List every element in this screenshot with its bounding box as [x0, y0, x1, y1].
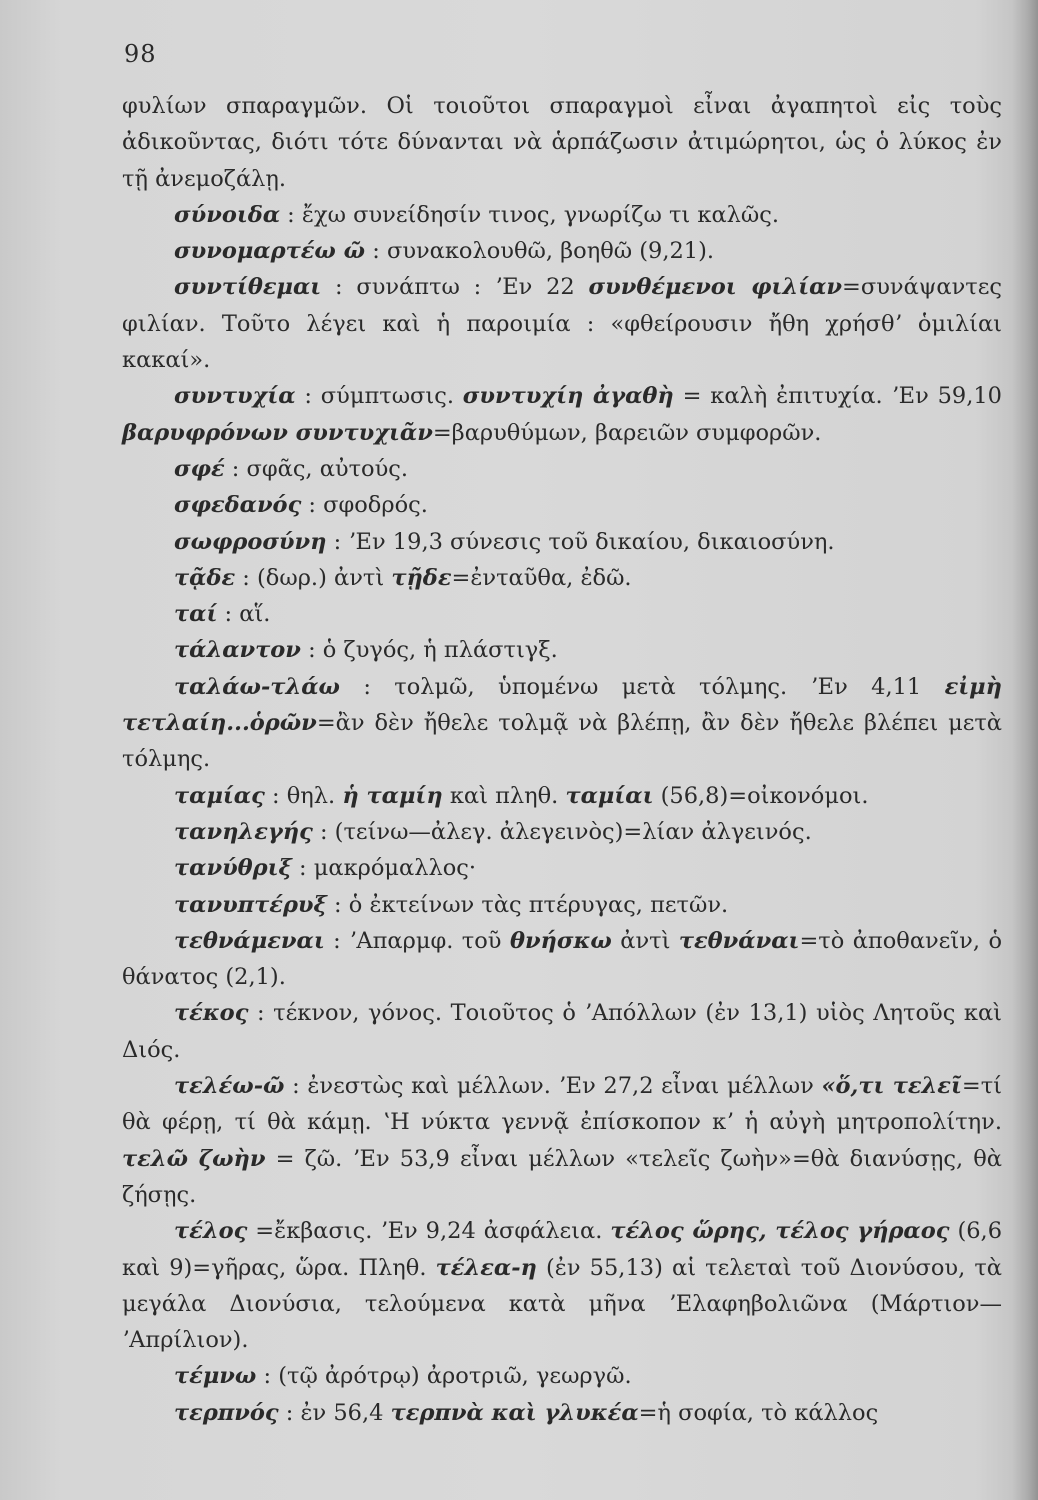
glossary-entry: [122, 233, 1002, 269]
entry-text: : σύμπτωσις.: [295, 383, 463, 410]
quoted-phrase: ἡ ταμίη: [342, 782, 443, 809]
glossary-entry: [122, 524, 1002, 560]
headword: ταλάω-τλάω: [174, 673, 340, 700]
entry-text: : ἐνεστὼς καὶ μέλλων. ʼΕν 27,2 εἶναι μέλλων: [284, 1073, 822, 1100]
quoted-phrase: θνήσκω: [509, 927, 612, 954]
quoted-phrase: βαρυφρόνων συντυχιᾶν: [122, 419, 433, 446]
entry-text: =ἡ σοφία, τὸ κάλλος: [638, 1399, 879, 1426]
headword: τέλος: [174, 1218, 248, 1245]
headword: σφεδανός: [174, 492, 302, 519]
glossary-entry: [122, 850, 1002, 886]
entry-text: : (δωρ.) ἀντὶ: [235, 564, 392, 591]
headword: τᾷδε: [174, 564, 236, 591]
entry-text: (56,8)=οἰκονόμοι.: [653, 782, 869, 809]
entry-text: : (τῷ ἀρότρῳ) ἀροτριῶ, γεωργῶ.: [256, 1363, 632, 1390]
entry-text: =συνάψαντες φιλίαν. Τοῦτο λέγει καὶ ἡ παροιμία : «φθείρουσιν ἤθη χρήσθʼ ὁμιλίαι κακαί».: [122, 274, 1002, 374]
entry-text: (ἐν 55,13) αἱ τελεταὶ τοῦ Διονύσου, τὰ μεγάλα Διονύσια, τελούμενα κατὰ μῆνα ʼΕλαφηβολιῶνα (Μάρτιον—ʼΑπρίλιον).: [122, 1254, 1003, 1354]
entry-text: =τί θὰ φέρῃ, τί θὰ κάμῃ. ʽΗ νύκτα γεννᾷ ἐπίσκοπον κʼ ἡ αὐγὴ μητροπολίτην.: [122, 1073, 1002, 1136]
headword: τέκος: [174, 1000, 249, 1027]
entry-text: : σφᾶς, αὐτούς.: [224, 455, 409, 482]
glossary-entry: [122, 1358, 1002, 1394]
entry-text: (6,6 καὶ 9)=γῆρας, ὥρα. Πληθ.: [122, 1218, 1003, 1281]
entry-text: : ἐν 56,4: [278, 1399, 391, 1426]
glossary-entry: [122, 669, 1002, 778]
entry-text: = ζῶ. ʼΕν 53,9 εἶναι μέλλων «τελεῖς ζωὴν»=θὰ διανύσῃς, θὰ ζήσῃς.: [122, 1145, 1002, 1208]
entry-text: : θηλ.: [264, 782, 343, 809]
glossary-entry: [122, 560, 1002, 596]
headword: σύνοιδα: [174, 201, 281, 228]
quoted-phrase: συντυχίη ἀγαθὴ: [462, 383, 674, 410]
headword: τανύθριξ: [174, 855, 292, 882]
continuation-paragraph: [122, 88, 1002, 197]
quoted-phrase: τέλεα-η: [435, 1254, 537, 1281]
entry-text: : σφοδρός.: [301, 492, 428, 519]
headword: τάλαντον: [174, 637, 301, 664]
entry-text: : τολμῶ, ὑπομένω μετὰ τόλμης. ʼΕν 4,11: [339, 673, 945, 700]
glossary-entry: [122, 269, 1002, 378]
glossary-entry: [122, 995, 1002, 1068]
headword: σφέ: [174, 455, 225, 482]
headword: συντίθεμαι: [174, 274, 322, 301]
glossary-entry: [122, 1068, 1002, 1213]
entry-text: : αἵ.: [217, 601, 271, 628]
entry-text: φυλίων σπαραγμῶν. Οἱ τοιοῦτοι σπαραγμοὶ εἶναι ἀγαπητοὶ εἰς τοὺς ἀδικοῦντας, διότι τότε δύνανται νὰ ἁρπάζωσιν ἀτιμώρητοι, ὡς ὁ λύκος ἐν τῇ ἀνεμοζάλῃ.: [122, 93, 1002, 192]
glossary-entry: [122, 814, 1002, 850]
entry-text: : τέκνον, γόνος. Τοιοῦτος ὁ ʼΑπόλλων (ἐν 13,1) υἱὸς Λητοῦς καὶ Διός.: [122, 1000, 1002, 1063]
entry-text: =τὸ ἀποθανεῖν, ὁ θάνατος (2,1).: [122, 927, 1002, 991]
quoted-phrase: «ὅ,τι τελεῖ: [821, 1073, 962, 1100]
entry-text: =ἐνταῦθα, ἐδῶ.: [451, 564, 632, 591]
page-number: 98: [124, 40, 157, 68]
entry-text: : συνάπτω : ʼΕν 22: [321, 274, 589, 301]
headword: συνομαρτέω ῶ: [174, 238, 366, 265]
quoted-phrase: τερπνὰ καὶ γλυκέα: [390, 1399, 639, 1426]
glossary-entry: [122, 596, 1002, 632]
entry-text: =ἂν δὲν ἤθελε τολμᾷ νὰ βλέπῃ, ἂν δὲν ἤθελε βλέπει μετὰ τόλμης.: [122, 710, 1002, 773]
quoted-phrase: συνθέμενοι φιλίαν: [588, 274, 843, 301]
entry-text: : ἔχω συνείδησίν τινος, γνωρίζω τι καλῶς.: [280, 201, 780, 228]
page-edge-shadow: [1012, 0, 1038, 1500]
quoted-phrase: τῇδε: [391, 564, 452, 591]
quoted-phrase: τέλος ὥρης, τέλος γήραος: [610, 1218, 950, 1245]
entry-text: =ἔκβασις. ʼΕν 9,24 ἀσφάλεια.: [247, 1218, 611, 1245]
headword: τεθνάμεναι: [174, 927, 325, 954]
glossary-entry: [122, 197, 1002, 233]
entry-text: ἀντὶ: [611, 927, 679, 954]
glossary-entry: [122, 923, 1002, 996]
headword: σωφροσύνη: [174, 528, 327, 555]
entry-text: καὶ πληθ.: [442, 782, 566, 809]
glossary-entry: [122, 887, 1002, 923]
headword: τανυπτέρυξ: [174, 891, 327, 918]
entry-text: =βαρυθύμων, βαρειῶν συμφορῶν.: [432, 419, 822, 446]
entry-text: : (τείνω—ἀλεγ. ἀλεγεινὸς)=λίαν ἀλγεινός.: [312, 818, 812, 845]
glossary-entry: [122, 1395, 1002, 1431]
glossary-entry: [122, 487, 1002, 523]
headword: τερπνός: [174, 1399, 279, 1426]
entry-text: = καλὴ ἐπιτυχία. ʼΕν 59,10: [673, 383, 1002, 410]
entry-text: : μακρόμαλλος·: [291, 855, 477, 882]
glossary-entry: [122, 632, 1002, 668]
glossary-entry: [122, 378, 1002, 451]
entry-text: : ʼΑπαρμφ. τοῦ: [324, 927, 510, 954]
headword: ταί: [174, 601, 218, 628]
headword: τανηλεγής: [174, 818, 313, 845]
entry-text: : συνακολουθῶ, βοηθῶ (9,21).: [365, 238, 715, 265]
glossary-text: [122, 88, 1002, 1431]
glossary-entry: [122, 778, 1002, 814]
glossary-entry: [122, 1213, 1002, 1358]
quoted-phrase: ταμίαι: [565, 782, 654, 809]
entry-text: : ὁ ἐκτείνων τὰς πτέρυγας, πετῶν.: [326, 891, 729, 918]
headword: ταμίας: [174, 782, 265, 809]
quoted-phrase: τεθνάναι: [678, 927, 800, 954]
entry-text: : ʼΕν 19,3 σύνεσις τοῦ δικαίου, δικαιοσύνη.: [326, 528, 835, 555]
entry-text: : ὁ ζυγός, ἡ πλάστιγξ.: [300, 637, 558, 664]
headword: τέμνω: [174, 1363, 257, 1390]
quoted-phrase: εἰμὴ τετλαίη...ὁρῶν: [122, 673, 1002, 737]
headword: συντυχία: [174, 383, 296, 410]
headword: τελέω-ῶ: [174, 1073, 285, 1100]
quoted-phrase: τελῶ ζωὴν: [122, 1145, 266, 1172]
glossary-entry: [122, 451, 1002, 487]
